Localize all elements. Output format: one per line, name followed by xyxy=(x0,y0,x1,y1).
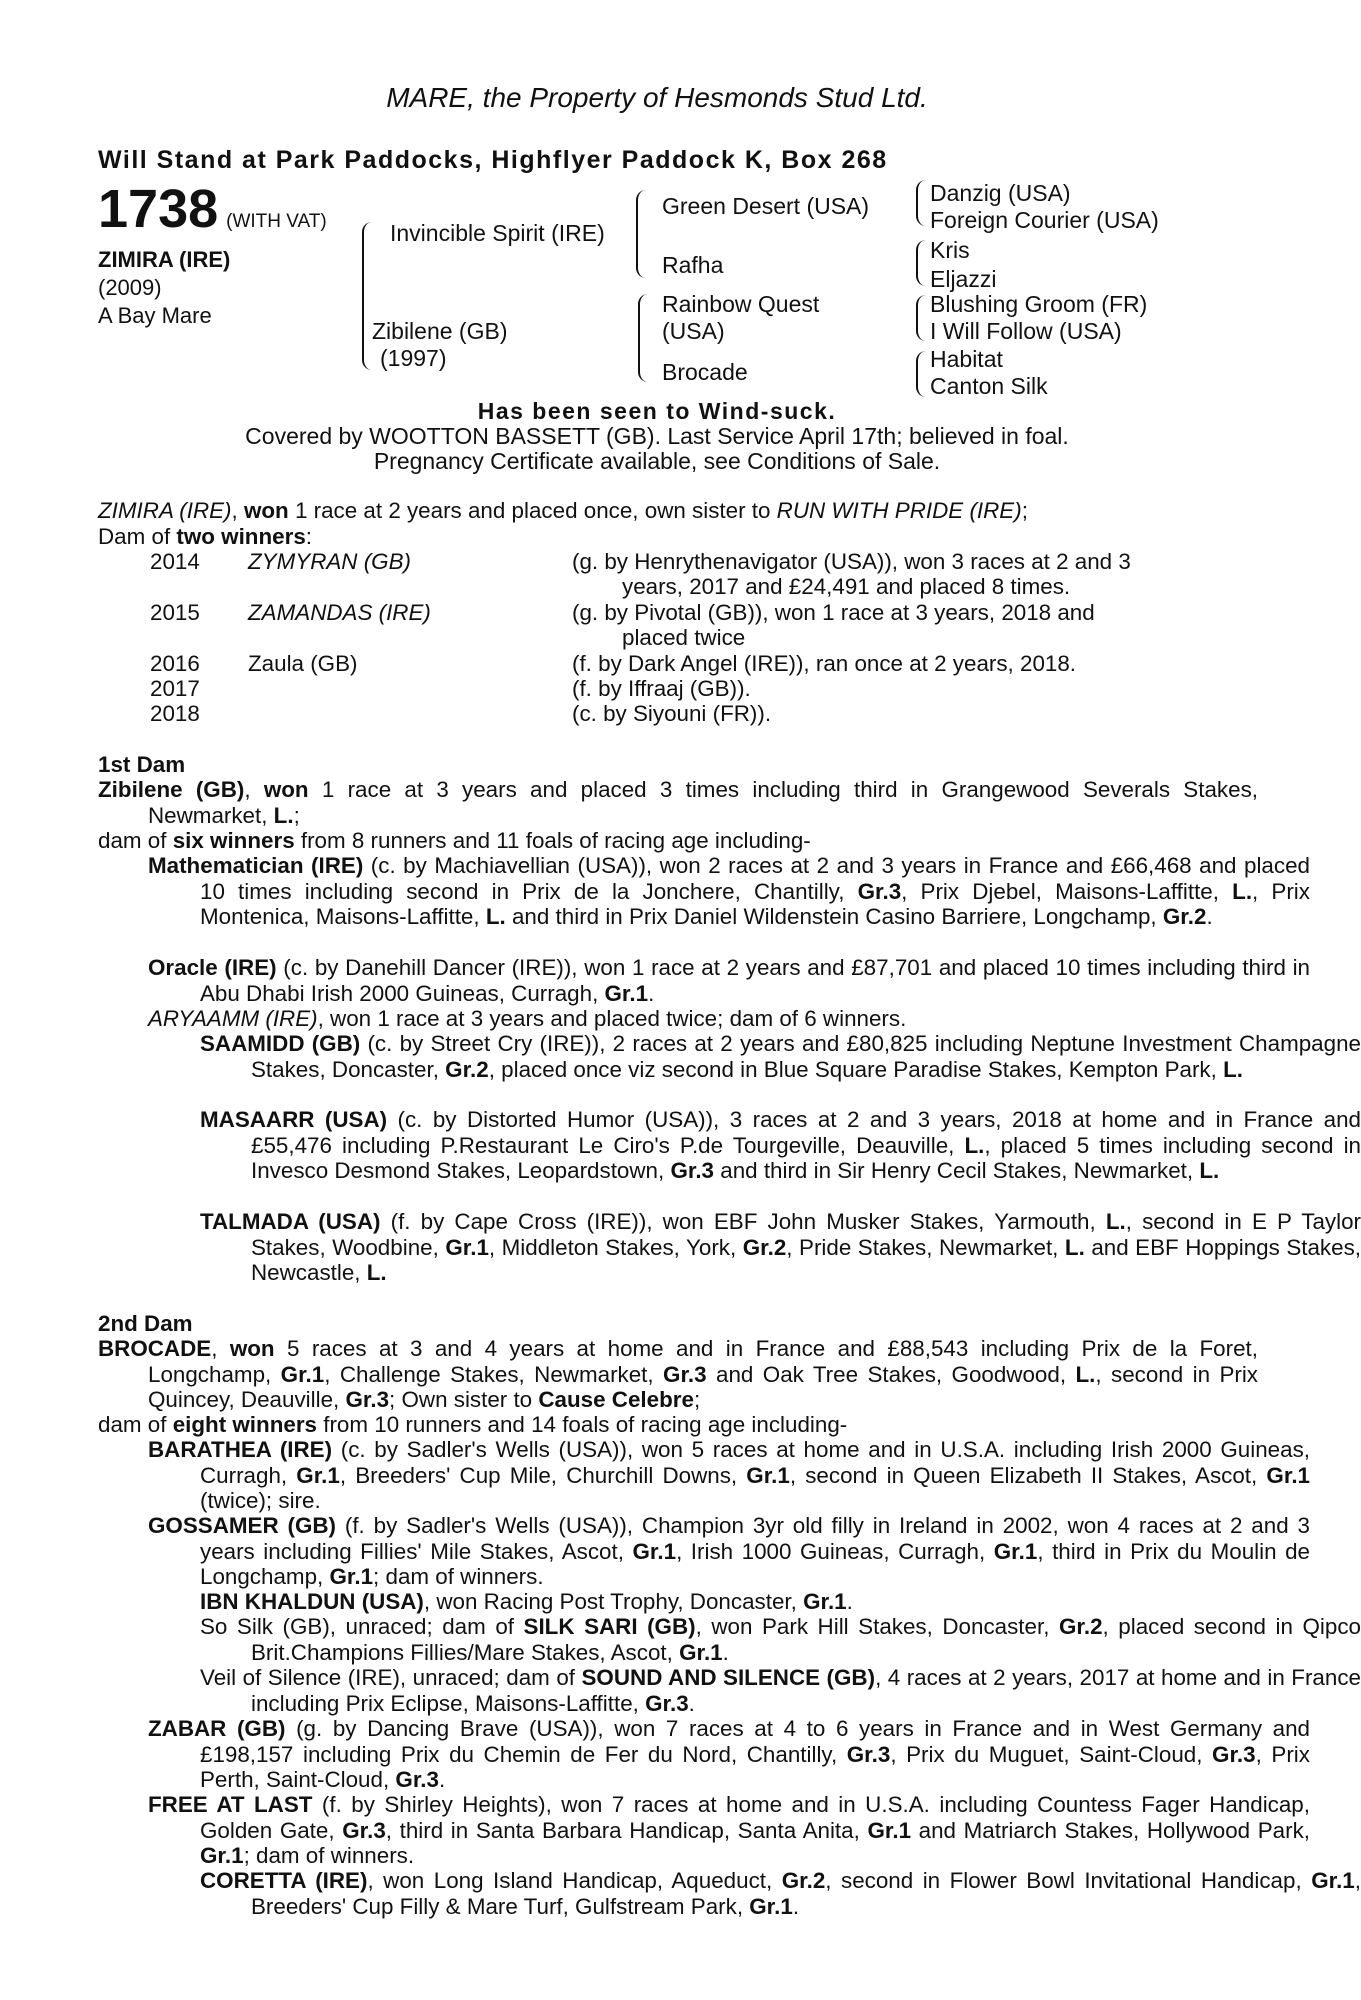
produce-year: 2018 xyxy=(150,701,200,726)
lot-number: 1738 xyxy=(98,179,219,239)
intro-winners: two winners xyxy=(176,523,306,549)
second-dam-produce-summary xyxy=(98,1412,1208,1438)
progeny-veil-of-silence: Veil of Silence (IRE), unraced; dam of SOUND AND SILENCE (GB), 4 races at 2 years, 2017 at home and in France including Prix Eclipse, Maisons-Laffitte, Gr.3. xyxy=(200,1665,1361,1716)
produce-text: (g. by Henrythenavigator (USA)), won 3 races at 2 and 3 xyxy=(572,549,1131,574)
pedigree-dds: Habitat xyxy=(930,346,1003,372)
progeny-coretta: CORETTA (IRE), won Long Island Handicap, Aqueduct, Gr.2, second in Flower Bowl Invitational Handicap, Gr.1, Breeders' Cup Filly & Mare Turf, Gulfstream Park, Gr.1. xyxy=(200,1868,1361,1919)
intro-text: 1 race at 2 years and placed once, own sister to xyxy=(288,498,777,523)
progeny-saamidd: SAAMIDD (GB) (c. by Street Cry (IRE)), 2 races at 2 years and £80,825 including Neptune Investment Champagne Stakes, Doncaster, Gr.2, placed once viz second in Blue Square Paradise Stakes, Kempton Park, L. xyxy=(200,1031,1361,1082)
intro-colon: : xyxy=(305,523,313,549)
pedigree-sss: Danzig (USA) xyxy=(930,180,1071,206)
pedigree-dam-sire: Rainbow Quest xyxy=(662,291,820,317)
second-dam-winners: eight winners xyxy=(172,1412,318,1437)
produce-year: 2015 xyxy=(150,600,200,625)
intro-paragraph: ZIMIRA (IRE), won 1 race at 2 years and placed once, own sister to RUN WITH PRIDE (IRE); Dam of two winners: xyxy=(98,498,1028,549)
progeny-so-silk: So Silk (GB), unraced; dam of SILK SARI (GB), won Park Hill Stakes, Doncaster, Gr.2, placed second in Qipco Brit.Champions Fillies/Mare Stakes, Ascot, Gr.1. xyxy=(200,1614,1361,1665)
second-dam-heading: 2nd Dam xyxy=(98,1311,193,1336)
produce-text: (f. by Iffraaj (GB)). xyxy=(572,676,751,701)
pedigree-bracket-dd xyxy=(916,351,926,397)
first-dam-paragraph xyxy=(98,777,1258,828)
produce-year: 2017 xyxy=(150,676,200,701)
horse-name: ZIMIRA (IRE) xyxy=(98,247,231,272)
first-dam-heading: 1st Dam xyxy=(98,752,186,777)
progeny-mathematician: Mathematician (IRE) (c. by Machiavellian (USA)), won 2 races at 2 and 3 years in France and £66,468 and placed 10 times including second in Prix de la Jonchere, Chantilly, Gr.3, Prix Djebel, Maisons-Laffitte, L., Prix Montenica, Maisons-Laffitte, L. and third in Prix Daniel Wildenstein Casino Barriere, Longchamp, Gr.2. xyxy=(148,853,1310,929)
intro-won: won xyxy=(243,498,289,523)
second-dam-g1: Gr.1 xyxy=(280,1361,325,1387)
first-dam-winners: six winners xyxy=(172,828,295,853)
second-dam-runners: from 10 runners and 14 foals of racing age including- xyxy=(317,1412,848,1437)
produce-text: (f. by Dark Angel (IRE)), ran once at 2 years, 2018. xyxy=(572,651,1077,676)
pedigree-bracket-sd xyxy=(916,240,926,286)
pedigree-ddd: Canton Silk xyxy=(930,373,1048,399)
second-dam-end: ; xyxy=(693,1387,701,1412)
second-dam-t3: and Oak Tree Stakes, Goodwood, xyxy=(706,1361,1076,1387)
second-dam-g3: Gr.3 xyxy=(663,1361,707,1387)
produce-text2: years, 2017 and £24,491 and placed 8 times. xyxy=(622,574,1071,599)
progeny-oracle: Oracle (IRE) (c. by Danehill Dancer (IRE)), won 1 race at 2 years and £87,701 and placed 10 times including third in Abu Dhabi Irish 2000 Guineas, Curragh, Gr.1. xyxy=(148,955,1310,1006)
second-dam-name: BROCADE xyxy=(98,1336,212,1361)
progeny-gossamer: GOSSAMER (GB) (f. by Sadler's Wells (USA)), Champion 3yr old filly in Ireland in 2002, won 4 races at 2 and 3 years including Fillies' Mile Stakes, Ascot, Gr.1, Irish 1000 Guineas, Curragh, Gr.1, third in Prix du Moulin de Longchamp, Gr.1; dam of winners. xyxy=(148,1513,1311,1589)
pedigree-dss: Blushing Groom (FR) xyxy=(930,291,1148,317)
second-dam-t4: , second in Prix Quincey, Deauville, xyxy=(148,1361,1258,1412)
pedigree-dsd: I Will Follow (USA) xyxy=(930,318,1122,344)
first-dam-produce-summary xyxy=(98,828,1208,854)
horse-info xyxy=(98,246,230,330)
produce-name: Zaula (GB) xyxy=(248,651,358,676)
second-dam-g3b: Gr.3 xyxy=(345,1387,390,1412)
lot-vat: (WITH VAT) xyxy=(226,211,327,232)
pedigree-bracket-main xyxy=(362,222,374,370)
second-dam-sister: Cause Celebre xyxy=(538,1387,694,1412)
produce-text2: placed twice xyxy=(622,625,746,650)
pedigree-dam: Zibilene (GB) xyxy=(372,318,508,344)
lot xyxy=(98,178,327,240)
pedigree-bracket-sire xyxy=(636,190,646,278)
intro-sister: RUN WITH PRIDE (IRE) xyxy=(776,498,1022,523)
certificate-note: Pregnancy Certificate available, see Conditions of Sale. xyxy=(373,448,941,474)
second-dam-damof: dam of xyxy=(98,1412,173,1437)
produce-year: 2016 xyxy=(150,651,200,676)
first-dam-runners: from 8 runners and 11 foals of racing age including- xyxy=(294,828,811,853)
horse-year: (2009) xyxy=(98,275,162,300)
pedigree-sire: Invincible Spirit (IRE) xyxy=(390,220,605,246)
covered-note: Covered by WOOTTON BASSETT (GB). Last Service April 17th; believed in foal. xyxy=(245,423,1069,449)
second-dam-won: won xyxy=(229,1336,275,1361)
intro-name: ZIMIRA (IRE) xyxy=(98,498,232,523)
second-dam-t2: , Challenge Stakes, Newmarket, xyxy=(324,1361,664,1387)
produce-text: (c. by Siyouni (FR)). xyxy=(572,701,772,726)
second-dam-t5: ; Own sister to xyxy=(389,1387,539,1412)
first-dam-sep: , xyxy=(244,777,264,802)
intro-end: ; xyxy=(1021,498,1028,523)
pedigree-dam-sire-country: (USA) xyxy=(662,318,725,344)
pedigree-bracket-ds xyxy=(916,295,926,341)
progeny-talmada: TALMADA (USA) (f. by Cape Cross (IRE)), won EBF John Musker Stakes, Yarmouth, L., second in E P Taylor Stakes, Woodbine, Gr.1, Middleton Stakes, York, Gr.2, Pride Stakes, Newmarket, L. and EBF Hoppings Stakes, Newcastle, L. xyxy=(200,1209,1361,1285)
first-dam-name: Zibilene (GB) xyxy=(98,777,245,802)
first-dam-listed: L. xyxy=(273,802,294,828)
horse-desc: A Bay Mare xyxy=(98,303,212,328)
pedigree-ssd: Foreign Courier (USA) xyxy=(930,207,1159,233)
windsuck-note: Has been seen to Wind-suck. xyxy=(477,398,837,424)
first-dam-won: won xyxy=(263,777,309,802)
progeny-ibn-khaldun: IBN KHALDUN (USA), won Racing Post Trophy, Doncaster, Gr.1. xyxy=(200,1589,853,1614)
produce-text: (g. by Pivotal (GB)), won 1 race at 3 years, 2018 and xyxy=(572,600,1095,625)
progeny-masaarr: MASAARR (USA) (c. by Distorted Humor (USA)), 3 races at 2 and 3 years, 2018 at home and in France and £55,476 including P.Restaurant Le Ciro's P.de Tourgeville, Deauville, L., placed 5 times including second in Invesco Desmond Stakes, Leopardstown, Gr.3 and third in Sir Henry Cecil Stakes, Newmarket, L. xyxy=(200,1107,1361,1183)
first-dam-damof: dam of xyxy=(98,828,173,853)
pedigree-sire-dam: Rafha xyxy=(662,252,724,278)
pedigree-bracket-ss xyxy=(916,180,926,226)
progeny-zabar: ZABAR (GB) (g. by Dancing Brave (USA)), won 7 races at 4 to 6 years in France and in West Germany and £198,157 including Prix du Chemin de Fer du Nord, Chantilly, Gr.3, Prix du Muguet, Saint-Cloud, Gr.3, Prix Perth, Saint-Cloud, Gr.3. xyxy=(148,1716,1310,1792)
first-dam-end: ; xyxy=(293,802,300,828)
progeny-barathea: BARATHEA (IRE) (c. by Sadler's Wells (USA)), won 5 races at home and in U.S.A. including Irish 2000 Guineas, Curragh, Gr.1, Breeders' Cup Mile, Churchill Downs, Gr.1, second in Queen Elizabeth II Stakes, Ascot, Gr.1 (twice); sire. xyxy=(148,1437,1310,1513)
pedigree-dam-dam: Brocade xyxy=(662,359,748,385)
second-dam-listed: L. xyxy=(1075,1361,1096,1387)
produce-name: ZYMYRAN (GB) xyxy=(248,549,411,574)
pedigree-sdd: Eljazzi xyxy=(930,266,997,292)
second-dam-sep: , xyxy=(211,1336,230,1361)
second-dam-paragraph xyxy=(98,1336,1258,1413)
second-dam-t1: 5 races at 3 and 4 years at home and in France and £88,543 including Prix de la Foret, Longchamp, xyxy=(148,1336,1258,1387)
pedigree-bracket-dam xyxy=(638,294,648,382)
pedigree-sire-sire: Green Desert (USA) xyxy=(662,193,870,219)
produce-year: 2014 xyxy=(150,549,200,574)
first-dam-text: 1 race at 3 years and placed 3 times including third in Grangewood Severals Stakes, Newmarket, xyxy=(148,777,1258,828)
stand-location: Will Stand at Park Paddocks, Highflyer Paddock K, Box 268 xyxy=(98,146,888,174)
progeny-free-at-last: FREE AT LAST (f. by Shirley Heights), won 7 races at home and in U.S.A. including Countess Fager Handicap, Golden Gate, Gr.3, third in Santa Barbara Handicap, Santa Anita, Gr.1 and Matriarch Stakes, Hollywood Park, Gr.1; dam of winners. xyxy=(148,1792,1311,1868)
progeny-aryaamm: ARYAAMM (IRE), won 1 race at 3 years and placed twice; dam of 6 winners. xyxy=(148,1006,907,1031)
pedigree-sds: Kris xyxy=(930,237,970,263)
header: MARE, the Property of Hesmonds Stud Ltd. xyxy=(386,82,928,113)
pedigree-dam-year: (1997) xyxy=(380,345,447,371)
produce-name: ZAMANDAS (IRE) xyxy=(248,600,431,625)
intro-damof: Dam of xyxy=(98,523,177,549)
